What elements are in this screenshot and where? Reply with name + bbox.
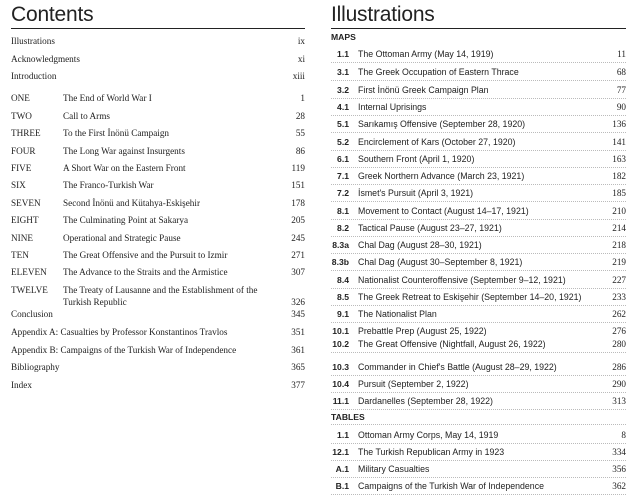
illustrations-heading: Illustrations <box>331 3 435 26</box>
map-title: Southern Front (April 1, 1920) <box>358 154 475 164</box>
chapter-number: TWELVE <box>11 285 48 295</box>
front-matter-entry[interactable] <box>11 70 305 82</box>
table-number: A.1 <box>335 464 349 474</box>
map-page-number: 290 <box>612 379 626 389</box>
chapter-number: THREE <box>11 128 41 138</box>
chapter-number: ELEVEN <box>11 267 47 277</box>
map-title: Tactical Pause (August 23–27, 1921) <box>358 223 502 233</box>
map-number: 5.2 <box>337 137 349 147</box>
table-page-number: 362 <box>612 481 626 491</box>
map-title: Nationalist Counteroffensive (September 9–12, 1921) <box>358 275 566 285</box>
chapter-title: To the First İnönü Campaign <box>63 128 170 138</box>
entry-page-number: 345 <box>291 309 305 319</box>
map-page-number: 286 <box>612 362 626 372</box>
tables-section-label: TABLES <box>331 412 365 422</box>
chapter-page-number: 205 <box>291 215 305 225</box>
map-title: First İnönü Greek Campaign Plan <box>358 85 489 95</box>
back-matter-entry[interactable] <box>11 361 305 373</box>
entry-separator <box>331 98 626 99</box>
map-page-number: 136 <box>612 119 626 129</box>
entry-separator <box>331 322 626 323</box>
map-page-number: 90 <box>616 102 626 112</box>
chapter-page-number: 178 <box>291 198 305 208</box>
entry-separator <box>331 80 626 81</box>
map-title: İsmet's Pursuit (April 3, 1921) <box>358 188 474 198</box>
entry-separator <box>331 375 626 376</box>
map-number: 7.2 <box>337 188 349 198</box>
entry-separator <box>331 184 626 185</box>
map-title: Pursuit (September 2, 1922) <box>358 379 469 389</box>
entry-page-number: 365 <box>291 362 305 372</box>
entry-title: Introduction <box>11 71 57 81</box>
table-page-number: 356 <box>612 464 626 474</box>
map-page-number: 11 <box>617 49 626 59</box>
chapter-page-number: 28 <box>295 111 305 121</box>
chapter-title: The Culminating Point at Sakarya <box>63 215 189 225</box>
map-title: Greek Northern Advance (March 23, 1921) <box>358 171 525 181</box>
entry-page-number: xiii <box>292 71 305 81</box>
chapter-number: FOUR <box>11 146 36 156</box>
chapter-title: The Franco-Turkish War <box>63 180 154 190</box>
map-title: Sarıkamış Offensive (September 28, 1920) <box>358 119 526 129</box>
chapter-title: The Long War against Insurgents <box>63 146 185 156</box>
chapter-page-number: 55 <box>295 128 305 138</box>
entry-separator <box>331 150 626 151</box>
map-title: The Great Offensive (Nightfall, August 26, 1922) <box>358 339 546 349</box>
chapter-title: Call to Arms <box>63 111 110 121</box>
map-number: 8.4 <box>337 275 349 285</box>
entry-separator <box>331 460 626 461</box>
contents-heading-rule <box>11 28 305 29</box>
map-number: 7.1 <box>337 171 349 181</box>
map-number: 5.1 <box>337 119 349 129</box>
map-title: The Nationalist Plan <box>358 309 437 319</box>
chapter-title: A Short War on the Eastern Front <box>63 163 186 173</box>
entry-separator <box>331 409 626 410</box>
map-page-number: 313 <box>612 396 626 406</box>
maps-section-label: MAPS <box>331 32 356 42</box>
map-page-number: 227 <box>612 275 626 285</box>
chapter-title: The End of World War I <box>63 93 152 103</box>
map-page-number: 185 <box>612 188 626 198</box>
table-title: Ottoman Army Corps, May 14, 1919 <box>358 430 499 440</box>
chapter-number: ONE <box>11 93 30 103</box>
chapter-title: The Treaty of Lausanne and the Establishment of the Turkish Republic <box>63 285 258 307</box>
entry-separator <box>331 477 626 478</box>
map-number: 1.1 <box>337 49 349 59</box>
entry-separator <box>331 132 626 133</box>
map-number: 8.3b <box>331 257 349 267</box>
entry-page-number: 351 <box>291 327 305 337</box>
map-page-number: 141 <box>612 137 626 147</box>
back-matter-entry[interactable] <box>11 326 305 338</box>
entry-title: Appendix A: Casualties by Professor Konstantinos Travlos <box>11 327 228 337</box>
map-title: The Ottoman Army (May 14, 1919) <box>358 49 494 59</box>
map-page-number: 68 <box>616 67 626 77</box>
table-number: B.1 <box>335 481 349 491</box>
entry-separator <box>331 115 626 116</box>
map-title: The Greek Retreat to Eskişehir (September 14–20, 1921) <box>358 292 582 302</box>
chapter-page-number: 1 <box>300 93 305 103</box>
chapter-number: SIX <box>11 180 26 190</box>
entry-separator <box>331 392 626 393</box>
chapter-page-number: 307 <box>291 267 305 277</box>
chapter-number: EIGHT <box>11 215 39 225</box>
map-number: 9.1 <box>337 309 349 319</box>
map-title: Encirclement of Kars (October 27, 1920) <box>358 137 516 147</box>
entry-page-number: ix <box>297 36 305 46</box>
entry-separator <box>331 201 626 202</box>
chapter-title: Operational and Strategic Pause <box>63 233 181 243</box>
entry-separator <box>331 219 626 220</box>
contents-heading: Contents <box>11 3 94 26</box>
entry-separator <box>331 236 626 237</box>
chapter-page-number: 119 <box>291 163 305 173</box>
map-title: Movement to Contact (August 14–17, 1921) <box>358 206 529 216</box>
illustrations-page <box>331 0 626 491</box>
map-title: The Greek Occupation of Eastern Thrace <box>358 67 519 77</box>
entry-title: Index <box>11 380 32 390</box>
entry-page-number: xi <box>297 54 305 64</box>
table-title: Military Casualties <box>358 464 430 474</box>
map-number: 10.3 <box>332 362 349 372</box>
entry-separator <box>331 288 626 289</box>
map-number: 8.2 <box>337 223 349 233</box>
entry-title: Appendix B: Campaigns of the Turkish War of Independence <box>11 345 237 355</box>
chapter-number: NINE <box>11 233 33 243</box>
entry-title: Acknowledgments <box>11 54 80 64</box>
front-matter-entry[interactable] <box>11 53 305 65</box>
table-number: 12.1 <box>332 447 349 457</box>
map-number: 3.2 <box>337 85 349 95</box>
back-matter-entry[interactable] <box>11 308 305 320</box>
chapter-page-number: 271 <box>291 250 305 260</box>
map-page-number: 163 <box>612 154 626 164</box>
entry-separator <box>331 352 626 353</box>
map-page-number: 276 <box>612 326 626 336</box>
map-number: 3.1 <box>337 67 349 77</box>
entry-title: Illustrations <box>11 36 55 46</box>
map-page-number: 218 <box>612 240 626 250</box>
map-title: Commander in Chief's Battle (August 28–29, 1922) <box>358 362 557 372</box>
table-title: Campaigns of the Turkish War of Independence <box>358 481 544 491</box>
map-page-number: 280 <box>612 339 626 349</box>
chapter-page-number: 86 <box>295 146 305 156</box>
entry-title: Bibliography <box>11 362 60 372</box>
chapter-title: Second İnönü and Kütahya-Eskişehir <box>63 198 201 208</box>
map-number: 11.1 <box>332 396 349 406</box>
map-number: 10.4 <box>332 379 349 389</box>
chapter-number: TEN <box>11 250 29 260</box>
map-title: Internal Uprisings <box>358 102 427 112</box>
map-number: 4.1 <box>337 102 349 112</box>
map-page-number: 77 <box>616 85 626 95</box>
table-title: The Turkish Republican Army in 1923 <box>358 447 505 457</box>
map-title: Prebattle Prep (August 25, 1922) <box>358 326 487 336</box>
map-number: 8.3a <box>332 240 349 250</box>
entry-separator <box>331 494 626 495</box>
map-title: Dardanelles (September 28, 1922) <box>358 396 493 406</box>
chapter-page-number: 245 <box>291 233 305 243</box>
map-number: 10.2 <box>332 339 349 349</box>
contents-page <box>11 0 305 390</box>
map-page-number: 233 <box>612 292 626 302</box>
chapter-page-number: 326 <box>291 297 305 307</box>
illustrations-heading-rule <box>331 28 626 29</box>
map-page-number: 210 <box>612 206 626 216</box>
chapter-number: SEVEN <box>11 198 41 208</box>
map-page-number: 182 <box>612 171 626 181</box>
entry-title: Conclusion <box>11 309 53 319</box>
map-number: 8.5 <box>337 292 349 302</box>
map-title: Chal Dag (August 28–30, 1921) <box>358 240 482 250</box>
entry-separator <box>331 167 626 168</box>
entry-separator <box>331 253 626 254</box>
chapter-number: FIVE <box>11 163 32 173</box>
entry-page-number: 361 <box>291 345 305 355</box>
back-matter-entry[interactable] <box>11 379 305 391</box>
entry-separator <box>331 443 626 444</box>
back-matter-entry[interactable] <box>11 344 305 356</box>
entry-separator <box>331 424 626 425</box>
map-page-number: 219 <box>612 257 626 267</box>
chapter-number: TWO <box>11 111 32 121</box>
table-page-number: 334 <box>612 447 626 457</box>
chapter-title: The Great Offensive and the Pursuit to Izmir <box>63 250 228 260</box>
table-page-number: 8 <box>621 430 626 440</box>
chapter-title: The Advance to the Straits and the Armistice <box>63 267 228 277</box>
map-number: 10.1 <box>332 326 349 336</box>
entry-page-number: 377 <box>291 380 305 390</box>
entry-separator <box>331 62 626 63</box>
front-matter-entry[interactable] <box>11 35 305 47</box>
entry-separator <box>331 305 626 306</box>
map-page-number: 214 <box>612 223 626 233</box>
chapter-page-number: 151 <box>291 180 305 190</box>
map-number: 8.1 <box>337 206 349 216</box>
entry-separator <box>331 270 626 271</box>
map-title: Chal Dag (August 30–September 8, 1921) <box>358 257 523 267</box>
table-number: 1.1 <box>337 430 349 440</box>
map-number: 6.1 <box>337 154 349 164</box>
map-page-number: 262 <box>612 309 626 319</box>
